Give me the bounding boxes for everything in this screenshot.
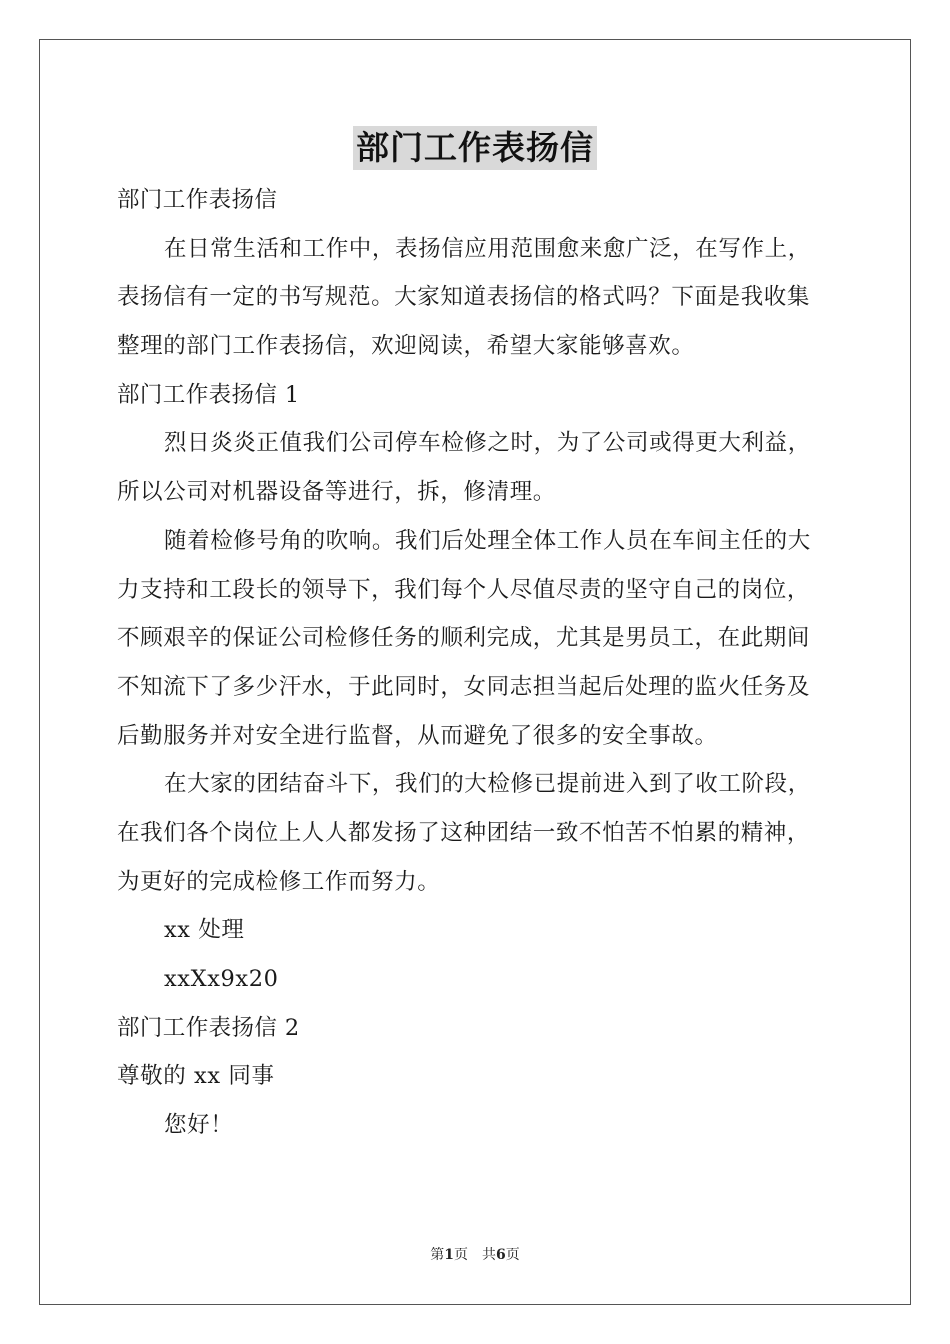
paragraph-line: 整理的部门工作表扬信，欢迎阅读，希望大家能够喜欢。 <box>117 333 695 360</box>
greeting-line: 您好！ <box>164 1112 234 1139</box>
section-heading: 部门工作表扬信 <box>117 187 278 213</box>
paragraph-line: 后勤服务并对安全进行监督，从而避免了很多的安全事故。 <box>117 722 718 749</box>
paragraph-line: 在大家的团结奋斗下，我们的大检修已提前进入到了收工阶段， <box>164 771 811 798</box>
page-prefix: 第 <box>430 1247 445 1263</box>
date-line: xxXx9x20 <box>164 966 279 992</box>
section-heading: 部门工作表扬信 1 <box>117 381 300 408</box>
paragraph-line: 为更好的完成检修工作而努力。 <box>117 868 441 895</box>
document-title: 部门工作表扬信 <box>353 126 597 170</box>
paragraph-line: 在我们各个岗位上人人都发扬了这种团结一致不怕苦不怕累的精神， <box>117 819 811 846</box>
total-suffix: 页 <box>505 1247 520 1263</box>
paragraph-line: 在日常生活和工作中，表扬信应用范围愈来愈广泛，在写作上， <box>164 235 811 262</box>
paragraph-line: 不知流下了多少汗水，于此同时，女同志担当起后处理的监火任务及 <box>117 673 811 700</box>
paragraph-line: 力支持和工段长的领导下，我们每个人尽值尽责的坚守自己的岗位， <box>117 576 811 603</box>
page-suffix: 页 <box>454 1247 468 1263</box>
salutation-line: 尊敬的 xx 同事 <box>117 1063 275 1090</box>
title-container <box>0 126 950 170</box>
paragraph-line: 所以公司对机器设备等进行，拆，修清理。 <box>117 479 556 506</box>
section-heading: 部门工作表扬信 2 <box>117 1014 300 1041</box>
page-number: 1 <box>444 1247 454 1263</box>
page-footer <box>0 1245 950 1265</box>
paragraph-line: 不顾艰辛的保证公司检修任务的顺利完成，尤其是男员工，在此期间 <box>117 625 811 652</box>
paragraph-line: 随着检修号角的吹响。我们后处理全体工作人员在车间主任的大 <box>164 527 811 554</box>
paragraph-line: 表扬信有一定的书写规范。大家知道表扬信的格式吗？下面是我收集 <box>117 284 811 311</box>
paragraph-line: 烈日炎炎正值我们公司停车检修之时，为了公司或得更大利益， <box>164 430 811 457</box>
document-body <box>117 176 839 1150</box>
signature-line: xx 处理 <box>164 917 245 944</box>
total-pages: 6 <box>496 1247 506 1263</box>
total-prefix: 共 <box>482 1247 496 1263</box>
